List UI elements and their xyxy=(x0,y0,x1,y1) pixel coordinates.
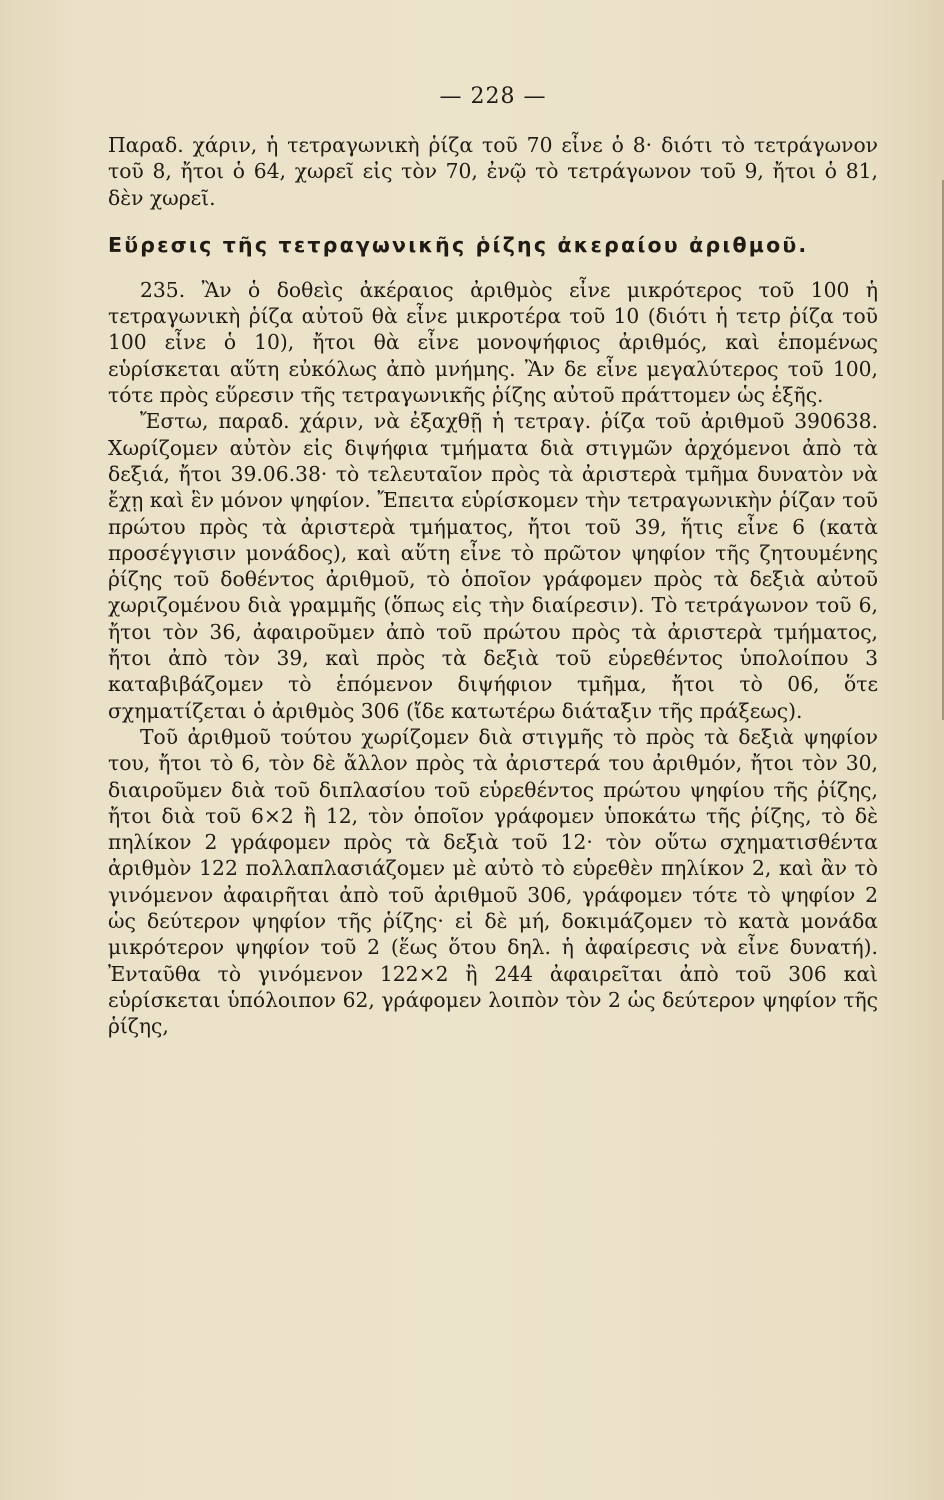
page-content xyxy=(108,84,878,1040)
continuation-paragraph: Τοῦ ἀριθμοῦ τούτου χωρίζομεν διὰ στιγμῆς τὸ πρὸς τὰ δεξιὰ ψηφίον του, ἤτοι τὸ 6, τὸν δὲ ἄλλον πρὸς τὰ ἀριστερά του ἀριθμόν, ἤτοι τὸν 30, διαιροῦμεν διὰ τοῦ διπλασίου τοῦ εὑρεθέντος πρώτου ψηφίου τῆς ῥίζης, ἤτοι διὰ τοῦ 6×2 ἢ 12, τὸν ὁποῖον γράφομεν ὑποκάτω τῆς ῥίζης, τὸ δὲ πηλίκον 2 γράφομεν πρὸς τὰ δεξιὰ τοῦ 12· τὸν οὕτω σχηματισθέντα ἀριθμὸν 122 πολλαπλασιάζομεν μὲ αὐτὸ τὸ εὑρεθὲν πηλίκον 2, καὶ ἂν τὸ γινόμενον ἀφαιρῆται ἀπὸ τοῦ ἀριθμοῦ 306, γράφομεν τότε τὸ ψηφίον 2 ὡς δεύτερον ψηφίον τῆς ῥίζης· εἰ δὲ μή, δοκιμάζομεν τὸ κατὰ μονάδα μικρότερον ψηφίον τοῦ 2 (ἕως ὅτου δηλ. ἡ ἀφαίρεσις νὰ εἶνε δυνατή). Ἐνταῦθα τὸ γινόμενον 122×2 ἢ 244 ἀφαιρεῖται ἀπὸ τοῦ 306 καὶ εὑρίσκεται ὑπόλοιπον 62, γράφομεν λοιπὸν τὸν 2 ὡς δεύτερον ψηφίον τῆς ῥίζης, xyxy=(108,724,878,1039)
example-paragraph: Ἔστω, παραδ. χάριν, νὰ ἐξαχθῇ ἡ τετραγ. ῥίζα τοῦ ἀριθμοῦ 390638. Χωρίζομεν αὐτὸν εἰς διψήφια τμήματα διὰ στιγμῶν ἀρχόμενοι ἀπὸ τὰ δεξιά, ἤτοι 39.06.38· τὸ τελευταῖον πρὸς τὰ ἀριστερὰ τμῆμα δυνατὸν νὰ ἔχῃ καὶ ἓν μόνον ψηφίον. Ἔπειτα εὑρίσκομεν τὴν τετραγωνικὴν ῥίζαν τοῦ πρώτου πρὸς τὰ ἀριστερὰ τμήματος, ἤτοι τοῦ 39, ἥτις εἶνε 6 (κατὰ προσέγγισιν μονάδος), καὶ αὕτη εἶνε τὸ πρῶτον ψηφίον τῆς ζητουμένης ῥίζης τοῦ δοθέντος ἀριθμοῦ, τὸ ὁποῖον γράφομεν πρὸς τὰ δεξιὰ αὐτοῦ χωριζομένου διὰ γραμμῆς (ὅπως εἰς τὴν διαίρεσιν). Τὸ τετράγωνον τοῦ 6, ἤτοι τὸν 36, ἀφαιροῦμεν ἀπὸ τοῦ πρώτου πρὸς τὰ ἀριστερὰ τμήματος, ἤτοι ἀπὸ τὸν 39, καὶ πρὸς τὰ δεξιὰ τοῦ εὑρεθέντος ὑπολοίπου 3 καταβιβάζομεν τὸ ἑπόμενον διψήφιον τμῆμα, ἤτοι τὸ 06, ὅτε σχηματίζεται ὁ ἀριθμὸς 306 (ἴδε κατωτέρω διάταξιν τῆς πράξεως). xyxy=(108,409,878,723)
paragraph-235: 235. Ἂν ὁ δοθεὶς ἀκέραιος ἀριθμὸς εἶνε μικρότερος τοῦ 100 ἡ τετραγωνικὴ ῥίζα αὐτοῦ θὰ εἶνε μικροτέρα τοῦ 10 (διότι ἡ τετρ ῥίζα τοῦ 100 εἶνε ὁ 10), ἤτοι θὰ εἶνε μονοψήφιος ἀριθμός, καὶ ἑπομένως εὑρίσκεται αὕτη εὐκόλως ἀπὸ μνήμης. Ἂν δε εἶνε μεγαλύτερος τοῦ 100, τότε πρὸς εὕρεσιν τῆς τετραγωνικῆς ῥίζης αὐτοῦ πράττομεν ὡς ἑξῆς. xyxy=(108,277,878,408)
section-heading: Εὕρεσις τῆς τετραγωνικῆς ῥίζης ἀκεραίου ἀριθμοῦ. xyxy=(108,232,809,257)
page-number: — 228 — xyxy=(439,84,547,109)
intro-paragraph: Παραδ. χάριν, ἡ τετραγωνικὴ ῥίζα τοῦ 70 εἶνε ὁ 8· διότι τὸ τετράγωνον τοῦ 8, ἤτοι ὁ 64, χωρεῖ εἰς τὸν 70, ἐνῷ τὸ τετράγωνον τοῦ 9, ἤτοι ὁ 81, δὲν χωρεῖ. xyxy=(108,133,878,210)
